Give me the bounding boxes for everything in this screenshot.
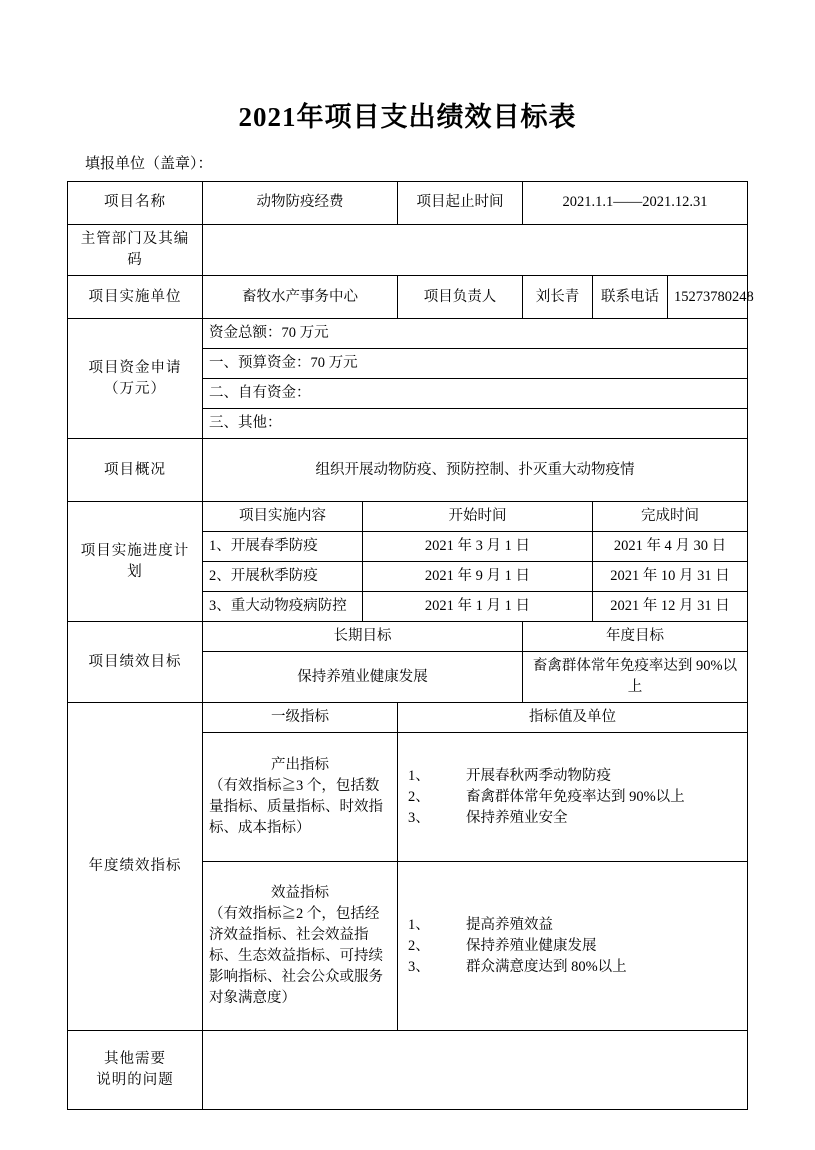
table-row-project-name <box>67 182 747 225</box>
benefit-item-text-3: 群众满意度达到 80%以上 <box>465 958 627 975</box>
list-item <box>404 787 741 808</box>
benefit-indicator-values <box>397 862 747 1031</box>
performance-target-table <box>67 181 754 1110</box>
page-title: 2021年项目支出绩效目标表 <box>238 102 577 132</box>
output-indicator-cell <box>202 733 397 862</box>
list-item <box>404 915 741 936</box>
schedule-head-content: 项目实施内容 <box>202 502 362 532</box>
goal-year-value: 畜禽群体常年免疫率达到 90%以上 <box>522 652 747 703</box>
schedule-end-3: 2021 年 12 月 31 日 <box>592 592 747 622</box>
goal-label: 项目绩效目标 <box>67 622 202 703</box>
output-item-text-2: 畜禽群体常年免疫率达到 90%以上 <box>465 788 685 805</box>
other-notes-value <box>202 1031 747 1110</box>
goal-long-head: 长期目标 <box>202 622 522 652</box>
table-row-dept-code <box>67 225 747 276</box>
table-row-impl-unit <box>67 276 747 319</box>
output-item-text-3: 保持养殖业安全 <box>465 809 568 826</box>
list-item <box>404 957 741 978</box>
project-name-label: 项目名称 <box>67 182 202 225</box>
project-period-label: 项目起止时间 <box>397 182 522 225</box>
project-period-value: 2021.1.1——2021.12.31 <box>522 182 747 225</box>
benefit-indicator-cell <box>202 862 397 1031</box>
funds-total-value: 资金总额：70 万元 <box>202 319 747 349</box>
output-indicator-values <box>397 733 747 862</box>
benefit-item-num-2: 2、 <box>407 937 430 954</box>
list-item <box>404 808 741 829</box>
schedule-content-3: 3、重大动物疫病防控 <box>202 592 362 622</box>
schedule-end-2: 2021 年 10 月 31 日 <box>592 562 747 592</box>
filler-unit-label: 填报单位（盖章）： <box>85 156 213 172</box>
table-row-funds-total <box>67 319 747 349</box>
other-notes-label-line2: 说明的问题 <box>96 1072 174 1089</box>
phone-label: 联系电话 <box>592 276 667 319</box>
dept-code-label: 主管部门及其编码 <box>67 225 202 276</box>
benefit-indicator-desc: （有效指标≧2 个，包括经济效益指标、社会效益指标、生态效益指标、可持续影响指标、社会公众或服务对象满意度） <box>208 906 383 1007</box>
dept-code-value <box>202 225 747 276</box>
funds-label-line1: 项目资金申请 <box>88 359 182 376</box>
table-row-other-notes <box>67 1031 747 1110</box>
funds-label <box>67 319 202 439</box>
schedule-start-3: 2021 年 1 月 1 日 <box>362 592 592 622</box>
phone-value: 15273780248 <box>667 276 747 319</box>
benefit-item-text-1: 提高养殖效益 <box>465 916 553 933</box>
impl-unit-label: 项目实施单位 <box>67 276 202 319</box>
schedule-content-1: 1、开展春季防疫 <box>202 532 362 562</box>
overview-value: 组织开展动物防疫、预防控制、扑灭重大动物疫情 <box>202 439 747 502</box>
list-item <box>404 766 741 787</box>
funds-budget-value: 一、预算资金：70 万元 <box>202 349 747 379</box>
table-row-schedule-head <box>67 502 747 532</box>
annual-head-level1: 一级指标 <box>202 703 397 733</box>
document-page <box>0 95 815 1150</box>
annual-label: 年度绩效指标 <box>67 703 202 1031</box>
schedule-label: 项目实施进度计划 <box>67 502 202 622</box>
table-row-annual-head <box>67 703 747 733</box>
output-item-text-1: 开展春秋两季动物防疫 <box>465 767 611 784</box>
leader-value: 刘长青 <box>522 276 592 319</box>
schedule-start-1: 2021 年 3 月 1 日 <box>362 532 592 562</box>
funds-other-value: 三、其他： <box>202 409 747 439</box>
goal-year-head: 年度目标 <box>522 622 747 652</box>
annual-head-values: 指标值及单位 <box>397 703 747 733</box>
overview-label: 项目概况 <box>67 439 202 502</box>
list-item <box>404 936 741 957</box>
leader-label: 项目负责人 <box>397 276 522 319</box>
other-notes-label-line1: 其他需要 <box>103 1051 166 1068</box>
output-item-num-3: 3、 <box>407 809 430 826</box>
benefit-item-text-2: 保持养殖业健康发展 <box>465 937 597 954</box>
table-row-goal-head <box>67 622 747 652</box>
output-item-num-2: 2、 <box>407 788 430 805</box>
funds-own-value: 二、自有资金： <box>202 379 747 409</box>
benefit-item-num-3: 3、 <box>407 958 430 975</box>
impl-unit-value: 畜牧水产事务中心 <box>202 276 397 319</box>
output-indicator-desc: （有效指标≧3 个，包括数量指标、质量指标、时效指标、成本指标） <box>208 778 383 837</box>
benefit-item-num-1: 1、 <box>407 916 430 933</box>
funds-label-line2: （万元） <box>103 380 166 397</box>
goal-long-value: 保持养殖业健康发展 <box>202 652 522 703</box>
output-item-num-1: 1、 <box>407 767 430 784</box>
other-notes-label <box>67 1031 202 1110</box>
output-indicator-title: 产出指标 <box>270 757 329 774</box>
schedule-end-1: 2021 年 4 月 30 日 <box>592 532 747 562</box>
project-name-value: 动物防疫经费 <box>202 182 397 225</box>
schedule-content-2: 2、开展秋季防疫 <box>202 562 362 592</box>
schedule-head-end: 完成时间 <box>592 502 747 532</box>
schedule-start-2: 2021 年 9 月 1 日 <box>362 562 592 592</box>
schedule-head-start: 开始时间 <box>362 502 592 532</box>
table-row-overview <box>67 439 747 502</box>
benefit-indicator-title: 效益指标 <box>270 885 329 902</box>
